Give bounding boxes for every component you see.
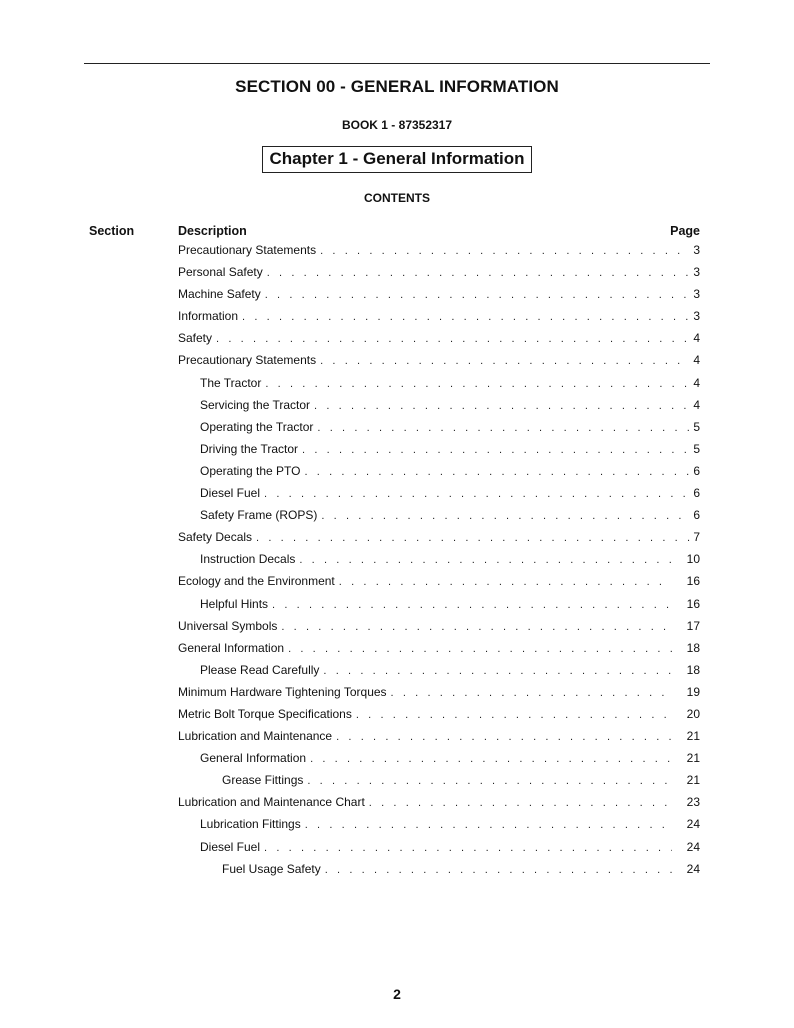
toc-entry-title: Lubrication and Maintenance Chart bbox=[178, 795, 365, 810]
dot-leader bbox=[272, 599, 672, 611]
dot-leader bbox=[323, 665, 672, 677]
column-header-page: Page bbox=[670, 224, 700, 238]
toc-entry[interactable] bbox=[178, 751, 700, 773]
toc-entry[interactable] bbox=[178, 795, 700, 817]
toc-entry-page: 16 bbox=[686, 574, 700, 589]
toc-entry-title: Ecology and the Environment bbox=[178, 574, 335, 589]
toc-entry[interactable] bbox=[178, 707, 700, 729]
toc-entry[interactable] bbox=[178, 442, 700, 464]
toc-entry[interactable] bbox=[178, 685, 700, 707]
toc-entry[interactable] bbox=[178, 398, 700, 420]
toc-entry-title: Servicing the Tractor bbox=[200, 397, 311, 412]
contents-heading: CONTENTS bbox=[364, 191, 430, 205]
toc-entry-title: Helpful Hints bbox=[200, 596, 269, 611]
dot-leader bbox=[310, 753, 672, 765]
dot-leader bbox=[391, 687, 672, 699]
toc-entry-title: Minimum Hardware Tightening Torques bbox=[178, 684, 387, 699]
toc-entry[interactable] bbox=[178, 817, 700, 839]
toc-entry-page: 5 bbox=[693, 441, 700, 456]
toc-entry-page: 6 bbox=[693, 486, 700, 501]
toc-entry[interactable] bbox=[178, 530, 700, 552]
toc-entry-page: 20 bbox=[686, 706, 700, 721]
toc-entry-title: The Tractor bbox=[200, 375, 262, 390]
dot-leader bbox=[314, 400, 690, 412]
table-of-contents bbox=[178, 243, 700, 884]
toc-entry-title: Precautionary Statements bbox=[178, 353, 317, 368]
toc-entry-title: Please Read Carefully bbox=[200, 662, 320, 677]
toc-entry-title: Operating the PTO bbox=[200, 463, 301, 478]
dot-leader bbox=[317, 422, 690, 434]
toc-entry-title: Fuel Usage Safety bbox=[222, 861, 321, 876]
toc-entry-page: 4 bbox=[693, 331, 700, 346]
toc-entry-page: 21 bbox=[686, 751, 700, 766]
toc-entry[interactable] bbox=[178, 309, 700, 331]
toc-entry-page: 3 bbox=[693, 265, 700, 280]
toc-entry-title: Universal Symbols bbox=[178, 618, 278, 633]
toc-entry[interactable] bbox=[178, 486, 700, 508]
dot-leader bbox=[307, 775, 672, 787]
toc-entry[interactable] bbox=[178, 663, 700, 685]
toc-entry[interactable] bbox=[178, 597, 700, 619]
toc-entry-page: 3 bbox=[693, 309, 700, 324]
chapter-heading bbox=[0, 146, 794, 173]
toc-entry-page: 18 bbox=[686, 640, 700, 655]
toc-entry-page: 23 bbox=[686, 795, 700, 810]
toc-entry-title: Instruction Decals bbox=[200, 552, 296, 567]
toc-entry-page: 6 bbox=[693, 463, 700, 478]
dot-leader bbox=[264, 488, 690, 500]
dot-leader bbox=[305, 819, 672, 831]
toc-entry[interactable] bbox=[178, 243, 700, 265]
top-rule bbox=[84, 63, 710, 64]
toc-entry-page: 21 bbox=[686, 729, 700, 744]
dot-leader bbox=[320, 355, 690, 367]
toc-entry-page: 24 bbox=[686, 861, 700, 876]
toc-entry-title: Lubrication Fittings bbox=[200, 817, 301, 832]
toc-entry-title: Safety Frame (ROPS) bbox=[200, 508, 318, 523]
book-number: BOOK 1 - 87352317 bbox=[341, 118, 453, 132]
toc-entry[interactable] bbox=[178, 508, 700, 530]
dot-leader bbox=[265, 378, 690, 390]
column-header-section: Section bbox=[89, 224, 135, 238]
toc-entry[interactable] bbox=[178, 376, 700, 398]
toc-entry[interactable] bbox=[178, 619, 700, 641]
toc-entry[interactable] bbox=[178, 331, 700, 353]
dot-leader bbox=[369, 797, 672, 809]
dot-leader bbox=[281, 621, 672, 633]
toc-entry[interactable] bbox=[178, 353, 700, 375]
toc-entry-title: Operating the Tractor bbox=[200, 419, 314, 434]
toc-entry-page: 6 bbox=[693, 508, 700, 523]
dot-leader bbox=[339, 576, 672, 588]
toc-entry[interactable] bbox=[178, 265, 700, 287]
toc-entry-title: Driving the Tractor bbox=[200, 441, 299, 456]
toc-entry-title: General Information bbox=[178, 640, 285, 655]
dot-leader bbox=[321, 510, 690, 522]
toc-entry-title: Lubrication and Maintenance bbox=[178, 729, 333, 744]
toc-entry[interactable] bbox=[178, 641, 700, 663]
toc-entry-page: 16 bbox=[686, 596, 700, 611]
dot-leader bbox=[356, 709, 672, 721]
toc-entry[interactable] bbox=[178, 420, 700, 442]
page-number: 2 bbox=[393, 986, 401, 1002]
toc-entry-page: 3 bbox=[693, 243, 700, 257]
toc-entry-page: 19 bbox=[686, 684, 700, 699]
toc-entry-title: General Information bbox=[200, 751, 307, 766]
dot-leader bbox=[302, 444, 690, 456]
column-header-description: Description bbox=[178, 224, 247, 238]
toc-entry[interactable] bbox=[178, 773, 700, 795]
toc-entry[interactable] bbox=[178, 464, 700, 486]
toc-entry-page: 17 bbox=[686, 618, 700, 633]
dot-leader bbox=[267, 267, 691, 279]
toc-entry-page: 7 bbox=[693, 530, 700, 545]
toc-entry[interactable] bbox=[178, 840, 700, 862]
dot-leader bbox=[216, 333, 690, 345]
dot-leader bbox=[242, 311, 690, 323]
toc-entry-title: Metric Bolt Torque Specifications bbox=[178, 706, 352, 721]
toc-entry-page: 4 bbox=[693, 397, 700, 412]
dot-leader bbox=[288, 643, 672, 655]
toc-entry-page: 4 bbox=[693, 353, 700, 368]
toc-entry[interactable] bbox=[178, 574, 700, 596]
toc-entry-page: 18 bbox=[686, 662, 700, 677]
dot-leader bbox=[265, 289, 691, 301]
toc-entry[interactable] bbox=[178, 862, 700, 884]
section-title: SECTION 00 - GENERAL INFORMATION bbox=[235, 77, 559, 96]
toc-entry[interactable] bbox=[178, 287, 700, 309]
toc-entry-page: 24 bbox=[686, 817, 700, 832]
dot-leader bbox=[325, 864, 672, 876]
dot-leader bbox=[336, 731, 672, 743]
toc-entry-page: 3 bbox=[693, 287, 700, 302]
toc-entry-page: 5 bbox=[693, 419, 700, 434]
dot-leader bbox=[305, 466, 691, 478]
dot-leader bbox=[264, 842, 672, 854]
chapter-title-box: Chapter 1 - General Information bbox=[262, 146, 531, 173]
dot-leader bbox=[299, 554, 672, 566]
toc-entry-title: Diesel Fuel bbox=[200, 839, 261, 854]
toc-entry-page: 4 bbox=[693, 375, 700, 390]
toc-entry-page: 21 bbox=[686, 773, 700, 788]
dot-leader bbox=[256, 532, 690, 544]
toc-entry-page: 24 bbox=[686, 839, 700, 854]
toc-entry[interactable] bbox=[178, 552, 700, 574]
toc-entry-title: Machine Safety bbox=[178, 287, 261, 302]
toc-entry-title: Diesel Fuel bbox=[200, 486, 261, 501]
toc-entry[interactable] bbox=[178, 729, 700, 751]
toc-entry-title: Precautionary Statements bbox=[178, 243, 317, 257]
toc-entry-title: Safety bbox=[178, 331, 213, 346]
toc-entry-title: Information bbox=[178, 309, 239, 324]
toc-entry-title: Personal Safety bbox=[178, 265, 263, 280]
toc-entry-title: Safety Decals bbox=[178, 530, 253, 545]
toc-entry-page: 10 bbox=[686, 552, 700, 567]
dot-leader bbox=[320, 245, 690, 257]
toc-entry-title: Grease Fittings bbox=[222, 773, 304, 788]
